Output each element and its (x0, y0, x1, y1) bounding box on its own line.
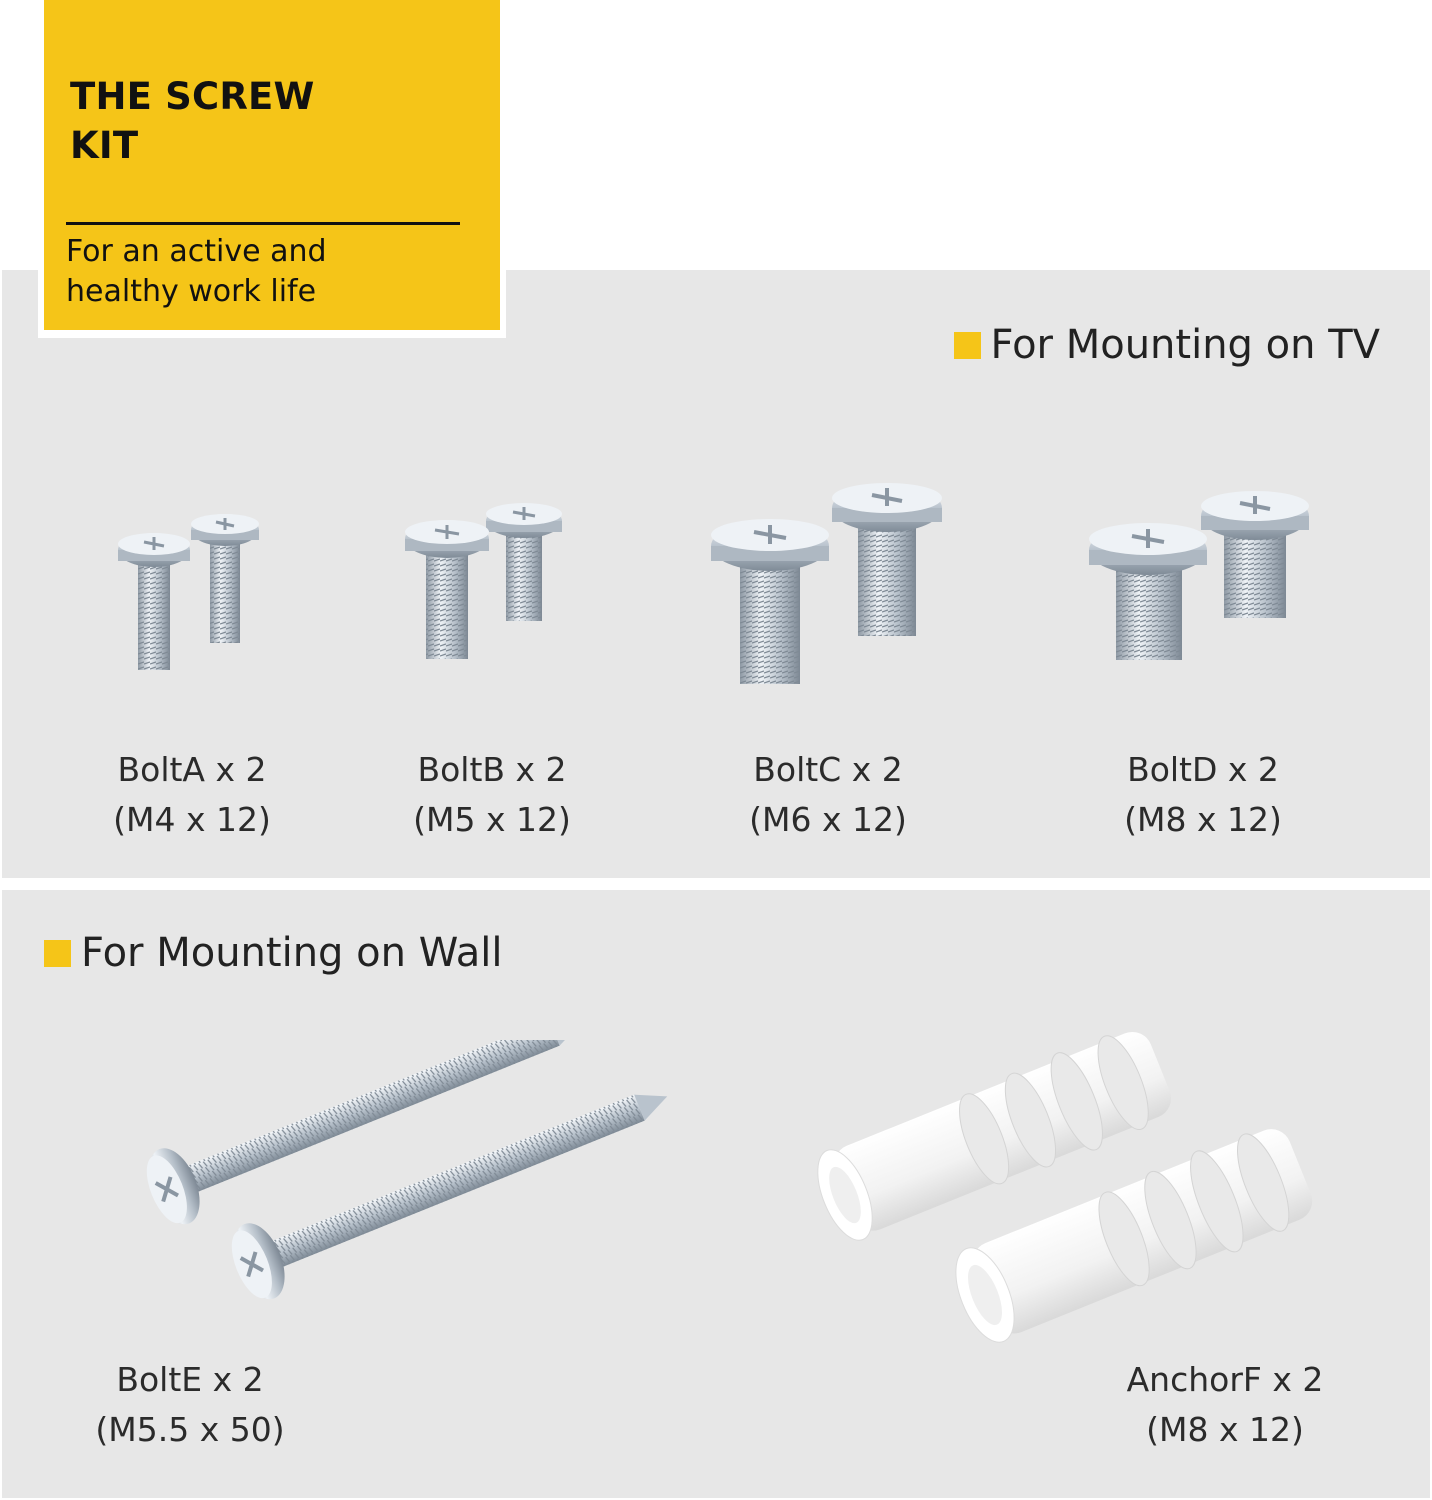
hero-title-line1: THE SCREW (70, 75, 315, 118)
hero-title-line2: KIT (70, 124, 139, 167)
hero-card (38, 0, 506, 338)
bolt-c-size: (M6 x 12) (749, 800, 907, 839)
bolt-c-image (706, 474, 951, 694)
hero-subtitle (66, 232, 466, 312)
bolt-a-name: BoltA x 2 (117, 750, 267, 789)
bolt-e-image (110, 1040, 670, 1340)
bolt-d-image (1082, 484, 1317, 669)
bolt-a-image (118, 505, 278, 675)
bolt-e-size: (M5.5 x 50) (95, 1410, 285, 1449)
bolt-e-name: BoltE x 2 (116, 1360, 264, 1399)
bolt-b-size: (M5 x 12) (413, 800, 571, 839)
bolt-d-name: BoltD x 2 (1127, 750, 1279, 789)
bolt-e-label (40, 1355, 340, 1455)
bolt-d-label (1053, 745, 1353, 845)
bolt-b-image (402, 495, 577, 670)
bolt-b-label (342, 745, 642, 845)
bolt-c-label (678, 745, 978, 845)
hero-subtitle-line1: For an active and (66, 234, 327, 269)
section-marker-icon (954, 332, 981, 359)
tv-section-heading (954, 322, 1381, 368)
anchor-f-size: (M8 x 12) (1146, 1410, 1304, 1449)
hero-title (70, 72, 370, 170)
anchor-f-image (795, 1020, 1355, 1360)
tv-section-heading-text: For Mounting on TV (990, 322, 1380, 368)
anchor-f-label (1075, 1355, 1375, 1455)
bolt-c-name: BoltC x 2 (753, 750, 903, 789)
bolt-d-size: (M8 x 12) (1124, 800, 1282, 839)
anchor-f-name: AnchorF x 2 (1126, 1360, 1324, 1399)
hero-card-yellow (44, 0, 500, 330)
wall-section-heading-text: For Mounting on Wall (81, 930, 503, 976)
wall-section-heading (44, 930, 502, 976)
bolt-a-label (42, 745, 342, 845)
bolt-a-size: (M4 x 12) (113, 800, 271, 839)
bolt-b-name: BoltB x 2 (417, 750, 567, 789)
hero-subtitle-line2: healthy work life (66, 274, 317, 309)
section-marker-icon (44, 940, 71, 967)
hero-divider (66, 222, 460, 225)
